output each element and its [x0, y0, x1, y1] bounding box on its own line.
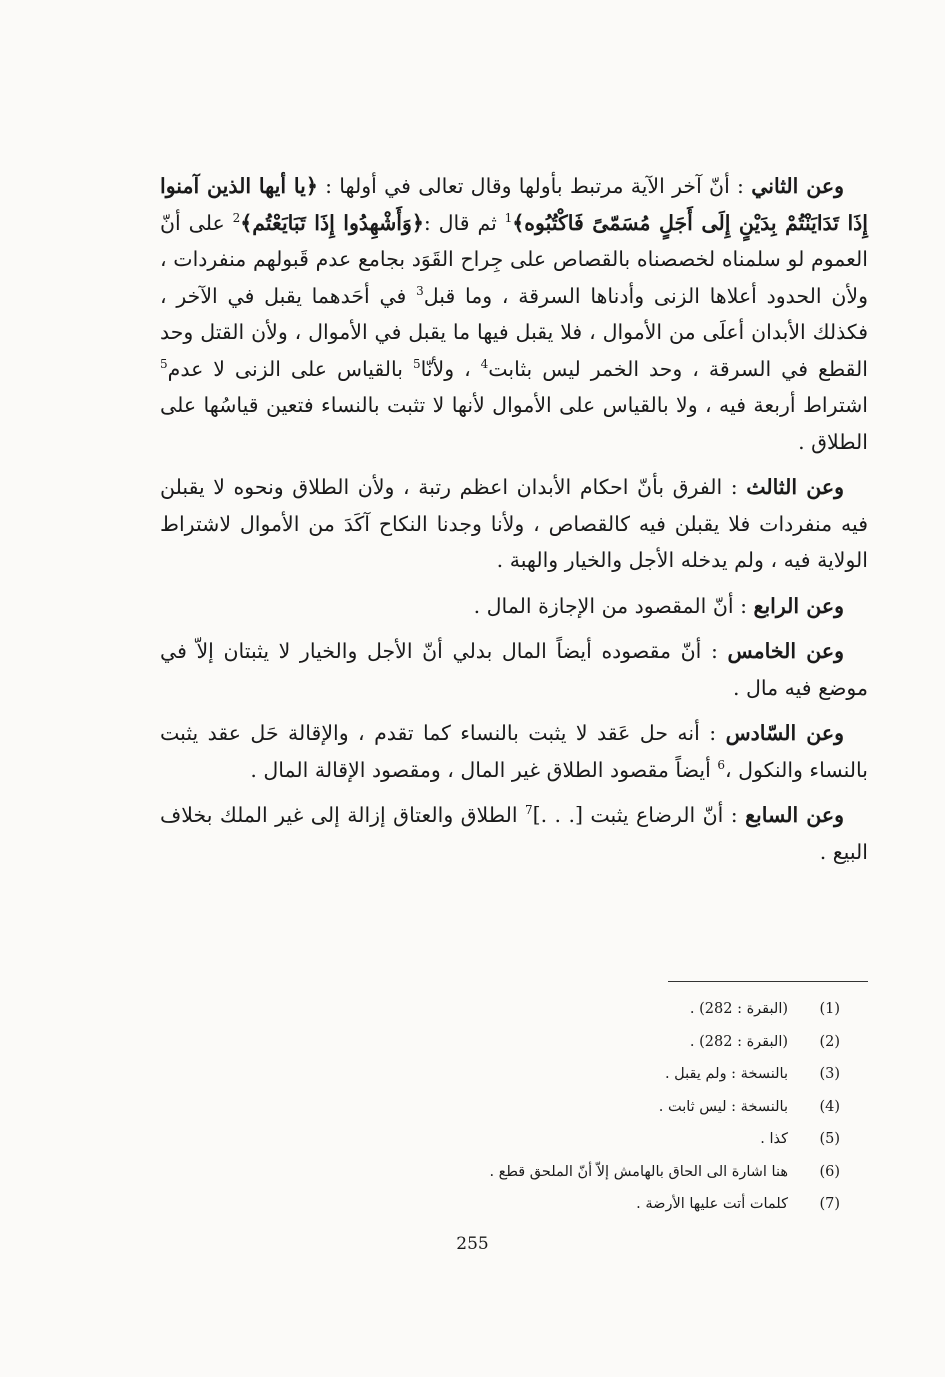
footnote-ref: 5 — [160, 356, 168, 371]
footnote-text: كذا . — [760, 1131, 788, 1147]
paragraph — [160, 168, 868, 460]
footnote-text: (البقرة : 282) . — [689, 1001, 788, 1017]
footnote-number: (4) — [819, 1098, 840, 1115]
footnote-number: (5) — [819, 1131, 840, 1147]
text-run: في أحَدهما يقبل في الآخر ، فكذلك الأبدان أعلَى من الأموال ، فلا يقبل فيها ما يقبل في الأموال ، ولأن القتل وحد القطع في السرقة ، وحد الخمر ليس بثابت — [160, 283, 868, 381]
footnote-number: (1) — [819, 1001, 840, 1017]
bold-text: ﴿يا أيها الذين آمنوا إِذَا تَدَايَنْتُمْ بِدَيْنٍ إِلَى أَجَلٍ مُسَمّىً فَاكْتُبُوه﴾ — [160, 174, 869, 235]
footnote-number: (7) — [819, 1196, 840, 1212]
footnote-ref: 6 — [717, 757, 725, 772]
text-run: : أنّ آخر الآية مرتبط بأولها وقال تعالى في أولها : — [317, 174, 752, 198]
footnote-ref: 3 — [416, 283, 424, 298]
text-run: : أنّ مقصوده أيضاً المال بدلي أنّ الأجل والخيار لا يثبتان إلاّ في موضع فيه مال . — [160, 639, 868, 700]
paragraph — [160, 469, 868, 579]
footnote-item — [300, 1091, 840, 1124]
main-text — [160, 168, 868, 879]
footnote-text: كلمات أتت عليها الأرضة . — [636, 1196, 788, 1212]
footnote-text: بالنسخة : ولم يقبل . — [664, 1066, 788, 1082]
footnote-ref: 4 — [480, 356, 489, 371]
footnote-text: بالنسخة : ليس ثابت . — [658, 1098, 788, 1115]
footnote-item — [300, 1058, 840, 1091]
text-run: : الفرق بأنّ احكام الأبدان اعظم رتبة ، ولأن الطلاق ونحوه لا يقبلن فيه منفردات فلا يقبلن فيه كالقصاص ، ولأنا وجدنا النكاح آكَدَ من الأموال لاشتراط الولاية فيه ، ولم يدخله الأجل والخيار والهبة . — [160, 475, 868, 572]
text-run: : أنّ الرضاع يثبت [. . .] — [532, 803, 746, 827]
paragraph — [160, 633, 868, 706]
text-run: على أنّ العموم لو سلمناه لخصصناه بالقصاص على جِراح القَوَد بجامع عدم قَبولهم منفردات ، ولأن الحدود أعلاها الزنى وأدناها السرقة ، وما قبل — [160, 210, 868, 308]
page-number: 255 — [456, 1234, 489, 1254]
text-run: : أنه حل عَقد لا يثبت بالنساء كما تقدم ، والإقالة حَل عقد يثبت بالنساء والنكول ، — [160, 721, 868, 782]
text-run: : أنّ المقصود من الإجازة المال . — [473, 593, 754, 618]
footnote-number: (6) — [819, 1163, 840, 1180]
bold-text: وعن الرابع — [753, 593, 844, 618]
footnote-item — [300, 1123, 840, 1156]
footnote-text: هنا اشارة الى الحاق بالهامش إلاّ أنّ الملحق قطع . — [489, 1163, 788, 1180]
paragraph — [160, 797, 868, 870]
text-run: اشتراط أربعة فيه ، ولا بالقياس على الأموال لأنها لا تثبت بالنساء فتعين قياسُها على الطلاق . — [160, 393, 868, 454]
footnote-ref: 7 — [524, 803, 533, 818]
footnote-number: (2) — [819, 1033, 840, 1050]
paragraph — [160, 588, 868, 625]
footnote-ref: 1 — [504, 210, 513, 225]
footnote-item — [300, 1156, 840, 1189]
footnote-item — [300, 993, 840, 1026]
footnote-ref: 2 — [232, 210, 241, 225]
text-run: الطلاق والعتاق إزالة إلى غير الملك بخلاف البيع . — [160, 803, 868, 864]
footnotes — [300, 993, 840, 1221]
text-run: أيضاً مقصود الطلاق غير المال ، ومقصود الإقالة المال . — [250, 757, 718, 782]
bold-text: ﴿وَأَشْهِدُوا إِذَا تَبَايَعْتُم﴾ — [240, 210, 424, 235]
bold-text: وعن الخامس — [727, 639, 844, 663]
paragraph — [160, 715, 868, 788]
text-run: ثم قال : — [423, 210, 505, 235]
bold-text: وعن الثاني — [751, 174, 844, 198]
bold-text: وعن الثالث — [746, 475, 845, 499]
text-run: بالقياس على الزنى لا عدم — [167, 356, 413, 381]
footnote-number: (3) — [819, 1066, 840, 1082]
bold-text: وعن السابع — [745, 803, 844, 827]
footnote-ref: 5 — [412, 356, 421, 371]
footnote-text: (البقرة : 282) . — [689, 1033, 788, 1050]
text-run: ، ولأنّا — [420, 356, 481, 381]
footnote-item — [300, 1188, 840, 1221]
bold-text: وعن السّادس — [725, 721, 844, 745]
footnote-item — [300, 1026, 840, 1059]
footnote-divider — [668, 981, 868, 982]
